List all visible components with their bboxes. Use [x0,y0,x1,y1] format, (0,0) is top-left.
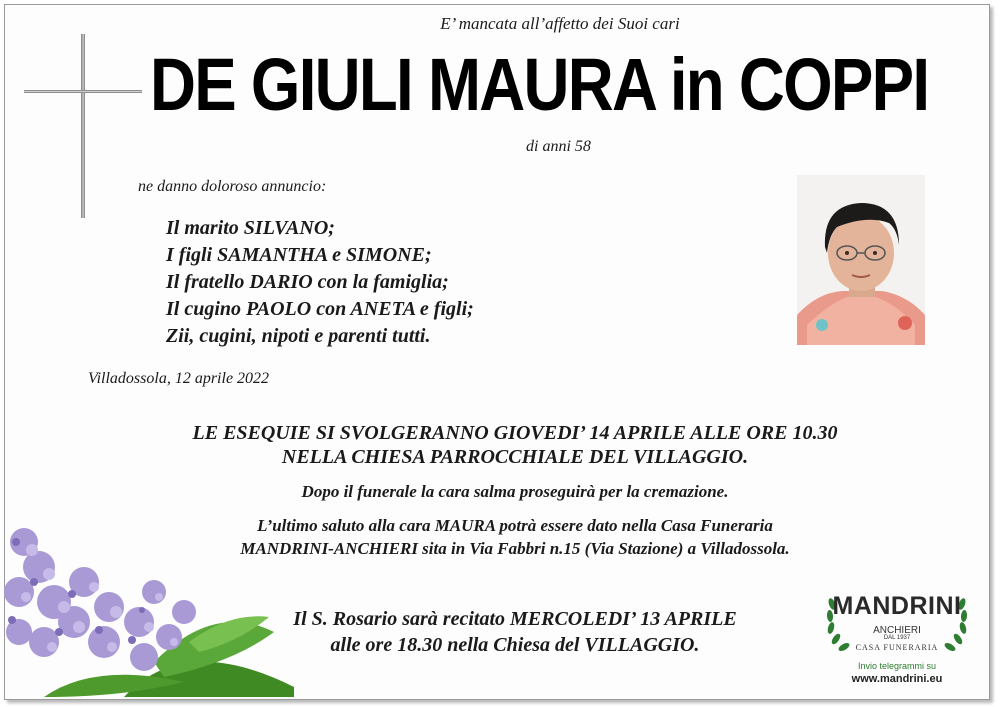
deceased-name: DE GIULI MAURA in COPPI [150,43,929,126]
logo-brand: MANDRINI [832,592,962,620]
family-line: Zii, cugini, nipoti e parenti tutti. [166,325,431,347]
cremation-text: Dopo il funerale la cara salma proseguirà per la cremazione. [301,482,729,501]
logo-since: DAL 1937 [883,635,911,641]
rosary-line: alle ore 18.30 nella Chiesa del VILLAGGIO. [330,634,700,656]
funeral-line: NELLA CHIESA PARROCCHIALE DEL VILLAGGIO. [281,446,749,468]
cross-icon [24,34,144,220]
logo-tagline: CASA FUNERARIA [855,643,939,652]
funeral-line: LE ESEQUIE SI SVOLGERANNO GIOVEDI’ 14 APRILE ALLE ORE 10.30 [192,422,838,444]
family-list [166,215,474,350]
logo-subtitle: ANCHIERI [873,625,921,636]
funeral-info [0,421,1000,469]
intro-text: E’ mancata all’affetto dei Suoi cari [440,14,680,33]
portrait-image [797,175,925,345]
farewell-line: MANDRINI-ANCHIERI sita in Via Fabbri n.15 (Via Stazione) a Villadossola. [240,539,790,558]
family-line: Il marito SILVANO; [166,217,335,239]
place-date: Villadossola, 12 aprile 2022 [88,370,270,387]
telegram-text: Invio telegrammi su [857,661,937,671]
lilac-flowers-icon [4,512,304,702]
portrait-photo [797,175,925,345]
website-link[interactable]: www.mandrini.eu [851,673,943,685]
family-line: Il fratello DARIO con la famiglia; [166,271,449,293]
farewell-line: L’ultimo saluto alla cara MAURA potrà essere dato nella Casa Funeraria [257,516,773,535]
funeral-home-logo [822,590,972,690]
announce-text: ne danno doloroso annuncio: [138,178,327,195]
rosary-line: Il S. Rosario sarà recitato MERCOLEDI’ 13 APRILE [293,608,737,630]
age-text: di anni 58 [526,138,591,155]
family-line: Il cugino PAOLO con ANETA e figli; [166,298,474,320]
family-line: I figli SAMANTHA e SIMONE; [166,244,432,266]
